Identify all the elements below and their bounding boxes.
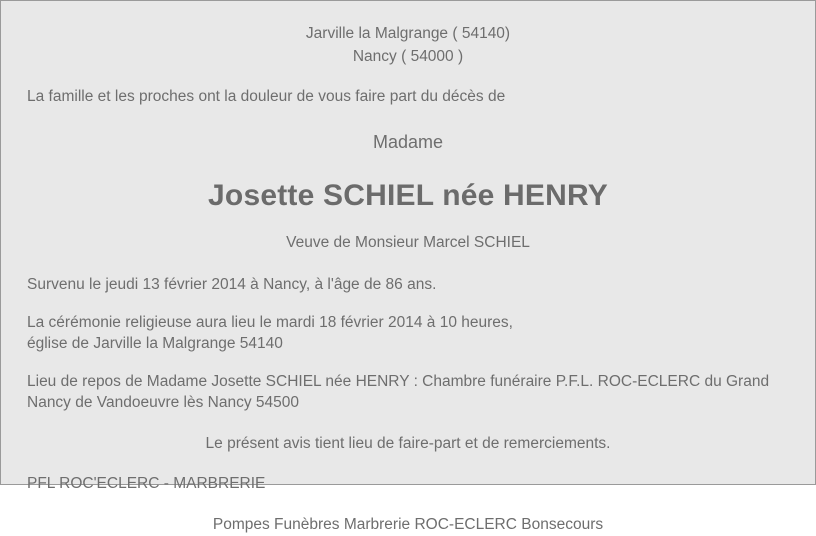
deceased-name: Josette SCHIEL née HENRY <box>208 179 608 213</box>
death-details: Survenu le jeudi 13 février 2014 à Nancy, à l'âge de 86 ans. <box>27 276 437 294</box>
resting-place: Lieu de repos de Madame Josette SCHIEL née HENRY : Chambre funéraire P.F.L. ROC-ECLERC du Grand Nancy de Vandoeuvre lès Nancy 54500 <box>27 373 770 412</box>
honorific-title: Madame <box>372 131 444 152</box>
location-line-2: Nancy ( 54000 ) <box>352 47 464 65</box>
funeral-company: PFL ROC'ECLERC - MARBRERIE <box>27 475 266 493</box>
location-line-1: Jarville la Malgrange ( 54140) <box>305 25 511 42</box>
closing-statement: Le présent avis tient lieu de faire-part et de remerciements. <box>205 435 611 453</box>
announcement-intro: La famille et les proches ont la douleur de vous faire part du décès de <box>27 87 506 105</box>
ceremony-details <box>27 313 789 355</box>
location-block <box>27 23 789 69</box>
ceremony-line-2: église de Jarville la Malgrange 54140 <box>27 335 283 353</box>
ceremony-line-1: La cérémonie religieuse aura lieu le mardi 18 février 2014 à 10 heures, <box>27 314 513 332</box>
spouse-line: Veuve de Monsieur Marcel SCHIEL <box>286 233 530 251</box>
footer-company: Pompes Funèbres Marbrerie ROC-ECLERC Bonsecours <box>212 515 604 533</box>
